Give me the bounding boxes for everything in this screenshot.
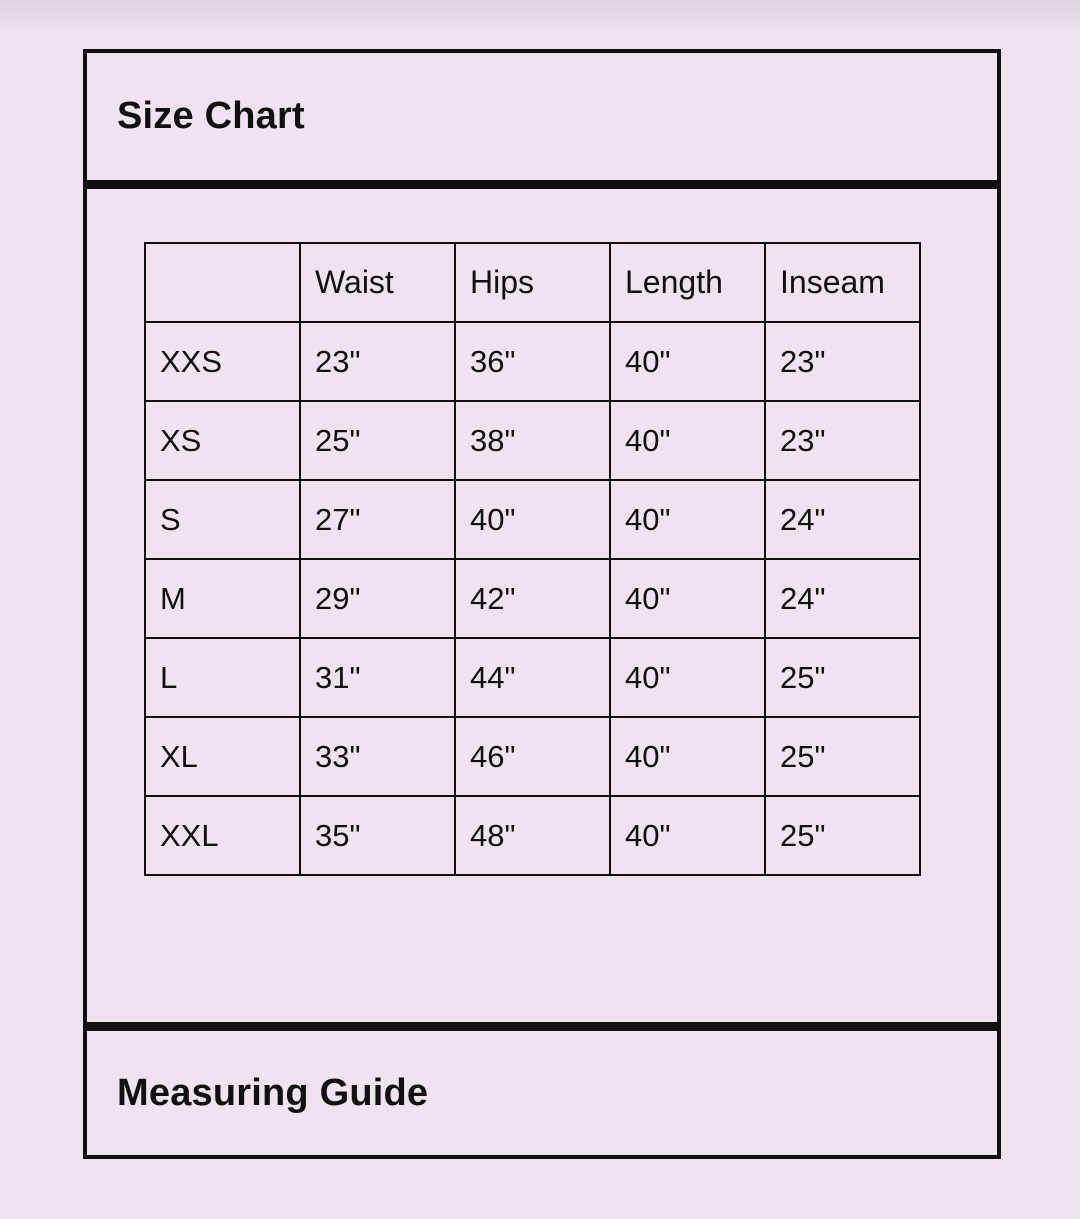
waist-cell: 31": [300, 638, 455, 717]
length-cell: 40": [610, 796, 765, 875]
length-cell: 40": [610, 638, 765, 717]
waist-cell: 25": [300, 401, 455, 480]
header-corner: [145, 243, 300, 322]
divider: [87, 1022, 997, 1031]
table-row: [145, 322, 920, 401]
hips-cell: 36": [455, 322, 610, 401]
inseam-cell: 23": [765, 322, 920, 401]
table-row: [145, 480, 920, 559]
size-cell: L: [145, 638, 300, 717]
header-waist: Waist: [300, 243, 455, 322]
table-row: [145, 638, 920, 717]
top-shadow: [0, 0, 1080, 34]
length-cell: 40": [610, 322, 765, 401]
table-header-row: [145, 243, 920, 322]
size-cell: M: [145, 559, 300, 638]
waist-cell: 27": [300, 480, 455, 559]
measuring-guide-header[interactable]: [87, 1031, 997, 1155]
hips-cell: 38": [455, 401, 610, 480]
header-inseam: Inseam: [765, 243, 920, 322]
length-cell: 40": [610, 480, 765, 559]
length-cell: 40": [610, 559, 765, 638]
hips-cell: 46": [455, 717, 610, 796]
waist-cell: 23": [300, 322, 455, 401]
inseam-cell: 24": [765, 480, 920, 559]
hips-cell: 42": [455, 559, 610, 638]
waist-cell: 29": [300, 559, 455, 638]
length-cell: 40": [610, 717, 765, 796]
size-chart-table-container: [144, 242, 921, 876]
hips-cell: 44": [455, 638, 610, 717]
waist-cell: 35": [300, 796, 455, 875]
size-chart-title: Size Chart: [117, 95, 305, 137]
table-row: [145, 796, 920, 875]
table-row: [145, 559, 920, 638]
inseam-cell: 24": [765, 559, 920, 638]
inseam-cell: 25": [765, 796, 920, 875]
size-chart-table: [144, 242, 921, 876]
size-cell: XXS: [145, 322, 300, 401]
length-cell: 40": [610, 401, 765, 480]
size-info-panel: [83, 49, 1001, 1159]
measuring-guide-title: Measuring Guide: [117, 1071, 429, 1114]
table-row: [145, 717, 920, 796]
size-chart-header[interactable]: [87, 53, 997, 180]
waist-cell: 33": [300, 717, 455, 796]
hips-cell: 40": [455, 480, 610, 559]
inseam-cell: 23": [765, 401, 920, 480]
divider: [87, 180, 997, 189]
size-cell: XS: [145, 401, 300, 480]
size-cell: XL: [145, 717, 300, 796]
hips-cell: 48": [455, 796, 610, 875]
inseam-cell: 25": [765, 638, 920, 717]
table-row: [145, 401, 920, 480]
size-cell: XXL: [145, 796, 300, 875]
inseam-cell: 25": [765, 717, 920, 796]
header-hips: Hips: [455, 243, 610, 322]
header-length: Length: [610, 243, 765, 322]
size-cell: S: [145, 480, 300, 559]
